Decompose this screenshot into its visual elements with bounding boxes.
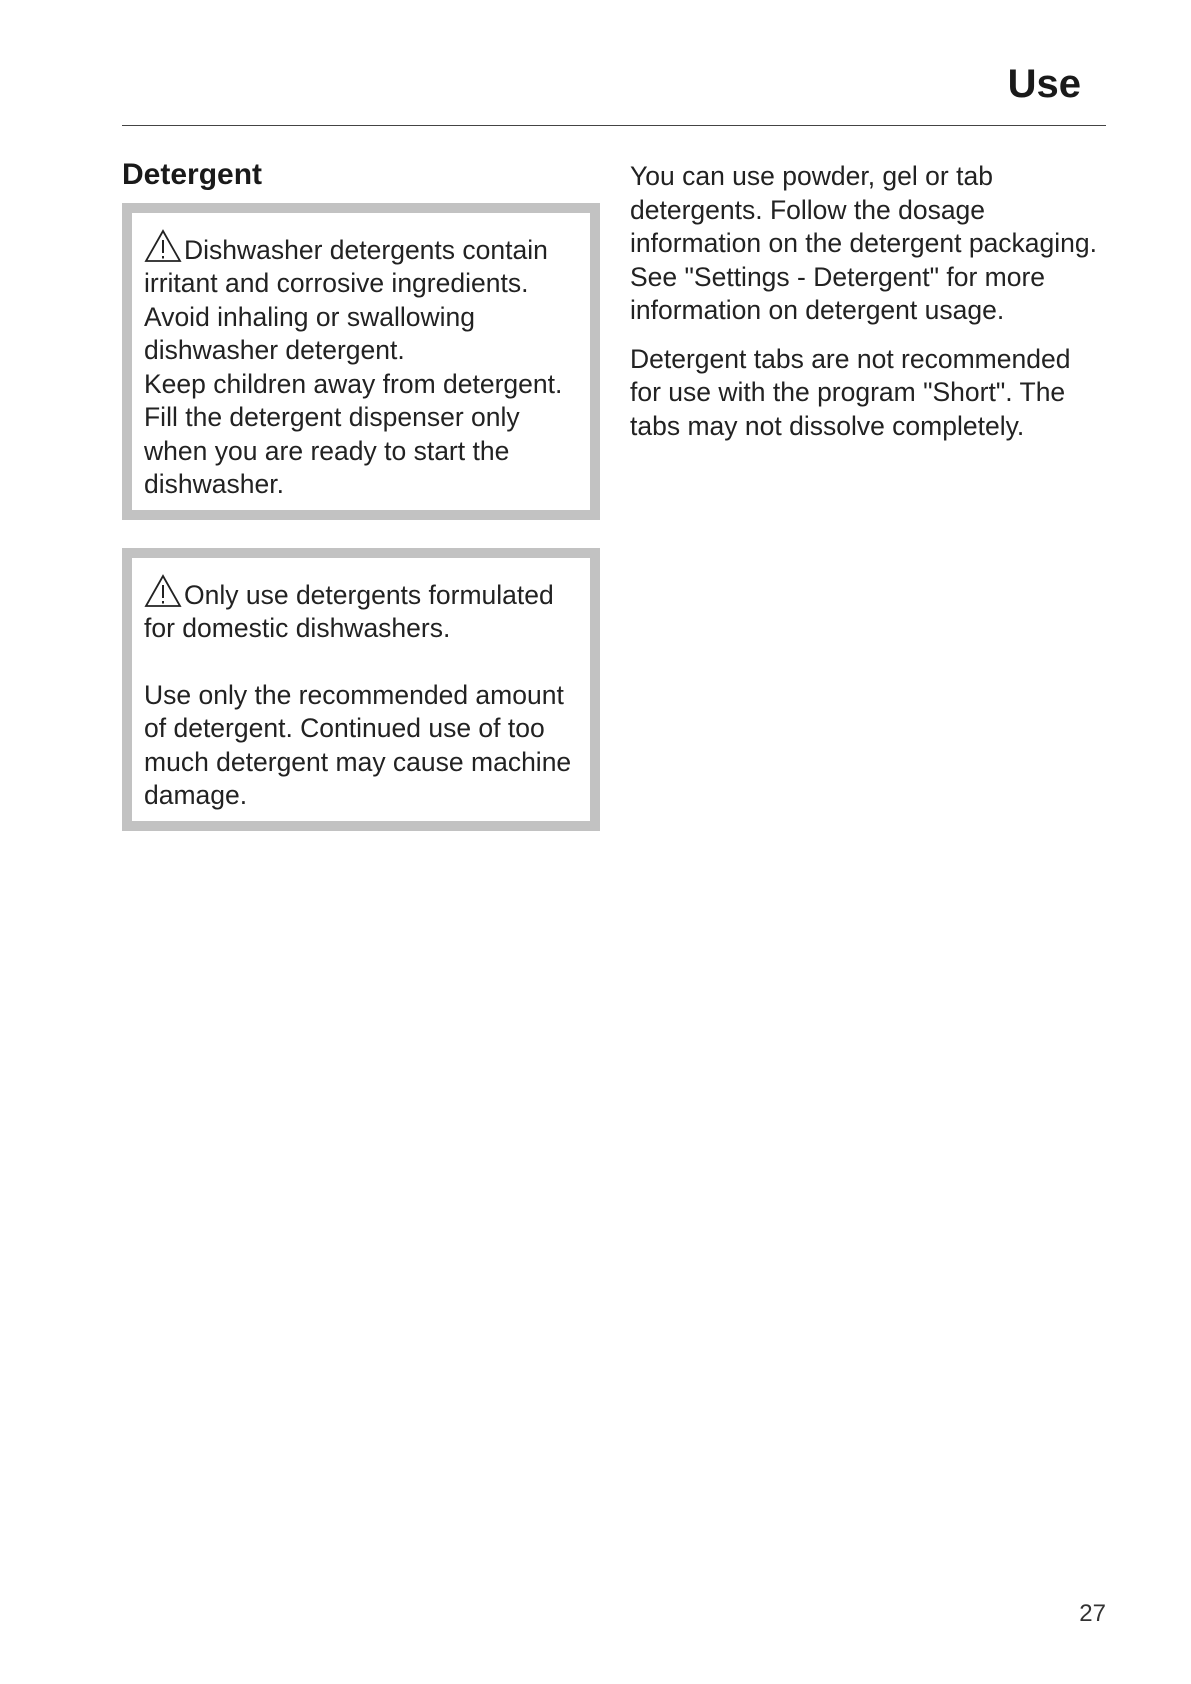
warning-triangle-icon [144, 229, 182, 263]
warning-text-lead: Dishwasher detergents contain irritant and corrosive ingredients. Avoid inhaling or swallowing dishwasher detergent. [144, 234, 548, 365]
warning-text-children: Keep children away from detergent. Fill the detergent dispenser only when you are ready to start the dishwasher. [144, 368, 563, 499]
section-title: Use [1007, 62, 1081, 106]
left-column [122, 158, 600, 831]
warning-triangle-icon [144, 574, 182, 608]
warning-box-corrosive [122, 203, 600, 520]
page-number: 27 [1079, 1600, 1106, 1627]
warning-paragraph [144, 229, 578, 368]
warning-text-amount: Use only the recommended amount of detergent. Continued use of too much detergent may cause machine damage. [144, 679, 572, 810]
paragraph-detergent-types: You can use powder, gel or tab detergents. Follow the dosage information on the detergent packaging. See "Settings - Detergent" for more information on detergent usage. [630, 161, 1098, 325]
warning-box-domestic [122, 548, 600, 831]
warning-text-lead: Only use detergents formulated for domestic dishwashers. [144, 579, 554, 643]
paragraph-detergent-tabs: Detergent tabs are not recommended for use with the program "Short". The tabs may not dissolve completely. [630, 343, 1071, 441]
right-column [630, 160, 1100, 458]
subheading-detergent: Detergent [122, 158, 263, 191]
warning-paragraph [144, 574, 578, 646]
header-divider [122, 125, 1106, 126]
